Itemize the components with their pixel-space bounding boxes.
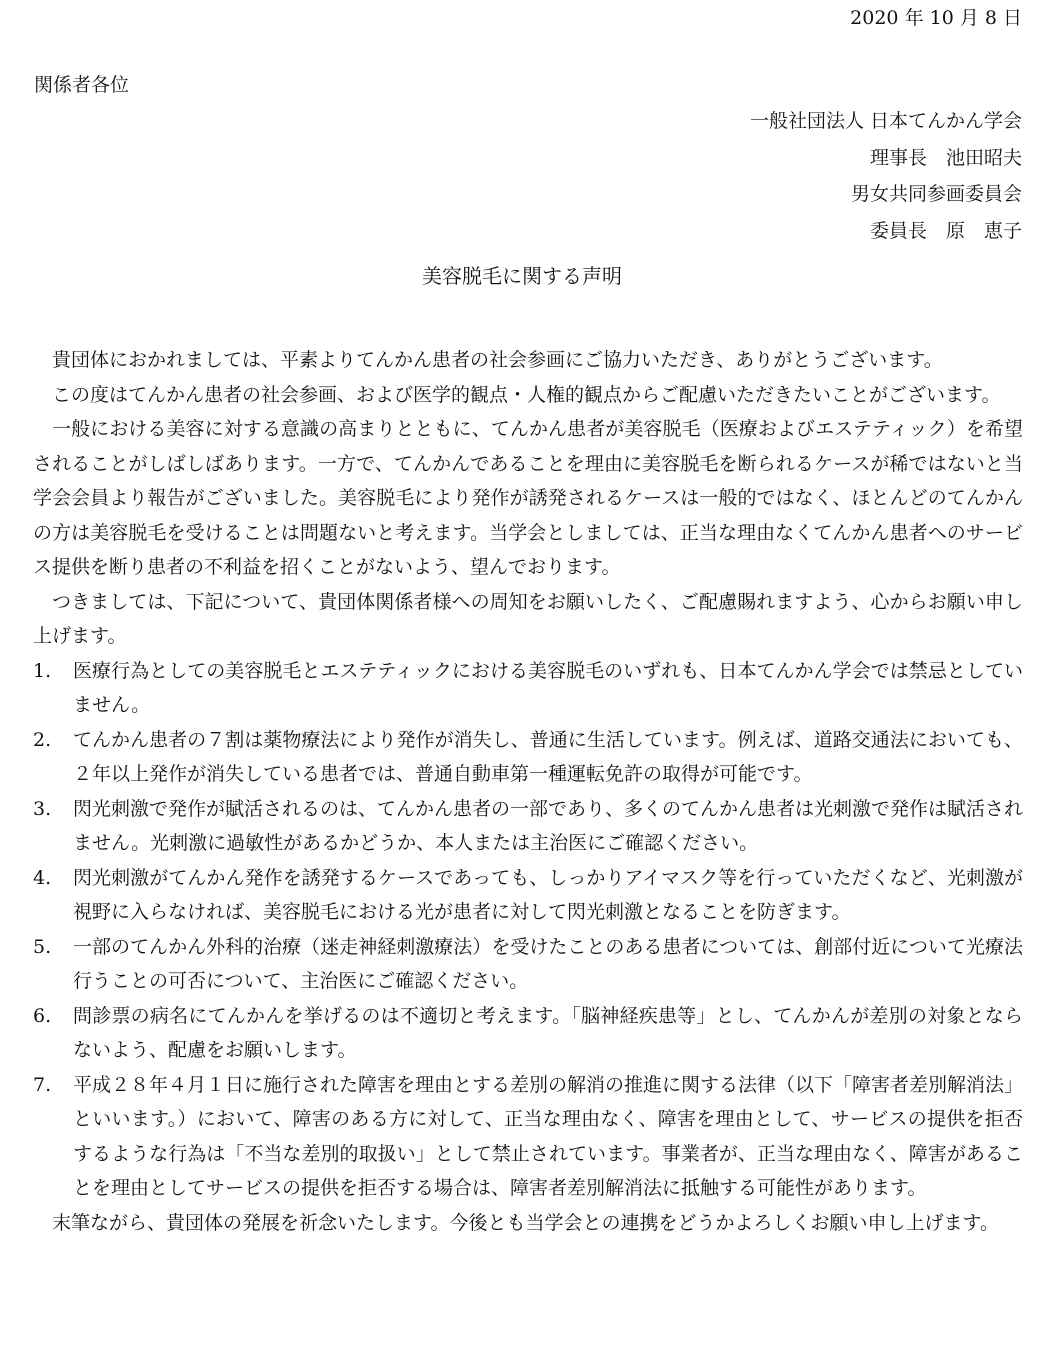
sender-committee: 男女共同参画委員会: [850, 183, 1022, 205]
paragraph-greeting: 貴団体におかれましては、平素よりてんかん患者の社会参画にご協力いただき、ありがとうございます。: [52, 349, 943, 371]
paragraph-closing: 末筆ながら、貴団体の発展を祈念いたします。今後とも当学会との連携をどうかよろしくお願い申し上げます。: [52, 1211, 999, 1234]
list-item-number: 3.: [33, 797, 52, 820]
list-item: [33, 654, 1023, 723]
list-item-text: てんかん患者の７割は薬物療法により発作が消失し、普通に生活しています。例えば、道路交通法においても、２年以上発作が消失している患者では、普通自動車第一種運転免許の取得が可能です。: [73, 728, 1023, 785]
points-list: [33, 654, 1023, 1206]
list-item-text: 医療行為としての美容脱毛とエステティックにおける美容脱毛のいずれも、日本てんかん学会では禁忌としていません。: [73, 659, 1023, 716]
sender-organization: 一般社団法人 日本てんかん学会: [749, 110, 1022, 132]
list-item-text: 一部のてんかん外科的治療（迷走神経刺激療法）を受けたことのある患者については、創部付近について光療法行うことの可否について、主治医にご確認ください。: [73, 935, 1023, 992]
list-item-number: 6.: [33, 1004, 52, 1027]
paragraph-request-intro: この度はてんかん患者の社会参画、および医学的観点・人権的観点からご配慮いただきたいことがございます。: [52, 383, 1001, 406]
list-item-text: 閃光刺激がてんかん発作を誘発するケースであっても、しっかりアイマスク等を行っていただくなど、光刺激が視野に入らなければ、美容脱毛における光が患者に対して閃光刺激となることを防ぎます。: [73, 866, 1023, 923]
list-item-number: 7.: [33, 1073, 52, 1096]
list-item-text: 閃光刺激で発作が賦活されるのは、てんかん患者の一部であり、多くのてんかん患者は光刺激で発作は賦活されません。光刺激に過敏性があるかどうか、本人または主治医にご確認ください。: [73, 797, 1024, 854]
list-item-number: 2.: [33, 728, 52, 751]
paragraph-request: つきましては、下記について、貴団体関係者様への周知をお願いしたく、ご配慮賜れますよう、心からお願い申し上げます。: [33, 590, 1023, 647]
list-item: [33, 930, 1023, 999]
sender-chairman: 理事長 池田昭夫: [869, 146, 1022, 169]
list-item: [33, 792, 1023, 861]
sender-block: [750, 103, 1022, 249]
document-title: 美容脱毛に関する声明: [422, 264, 622, 288]
document-body: [33, 343, 1023, 1240]
list-item-number: 5.: [33, 935, 52, 958]
list-item-text: 平成２８年４月１日に施行された障害を理由とする差別の解消の推進に関する法律（以下「障害者差別解消法」といいます。）において、障害のある方に対して、正当な理由なく、障害を理由として、サービスの提供を拒否するような行為は「不当な差別的取扱い」として禁止されています。事業者が、正当な理由なく、障害があることを理由としてサービスの提供を拒否する場合は、障害者差別解消法に抵触する可能性があります。: [73, 1073, 1024, 1199]
paragraph-background: 一般における美容に対する意識の高まりとともに、てんかん患者が美容脱毛（医療およびエステティック）を希望されることがしばしばあります。一方で、てんかんであることを理由に美容脱毛を断られるケースが稀ではないと当学会会員より報告がございました。美容脱毛により発作が誘発されるケースは一般的ではなく、ほとんどのてんかんの方は美容脱毛を受けることは問題ないと考えます。当学会としましては、正当な理由なくてんかん患者へのサービス提供を断り患者の不利益を招くことがないよう、望んでおります。: [33, 418, 1023, 578]
list-item: [33, 999, 1023, 1068]
list-item: [33, 723, 1023, 792]
document-date: 2020 年 10 月 8 日: [850, 7, 1022, 29]
list-item-number: 1.: [33, 659, 52, 682]
list-item-number: 4.: [33, 866, 52, 889]
addressee: 関係者各位: [34, 74, 130, 96]
sender-committee-chair: 委員長 原 恵子: [869, 219, 1022, 242]
list-item: [33, 861, 1023, 930]
list-item: [33, 1068, 1023, 1206]
list-item-text: 問診票の病名にてんかんを挙げるのは不適切と考えます。「脳神経疾患等」とし、てんかんが差別の対象とならないよう、配慮をお願いします。: [73, 1004, 1023, 1061]
